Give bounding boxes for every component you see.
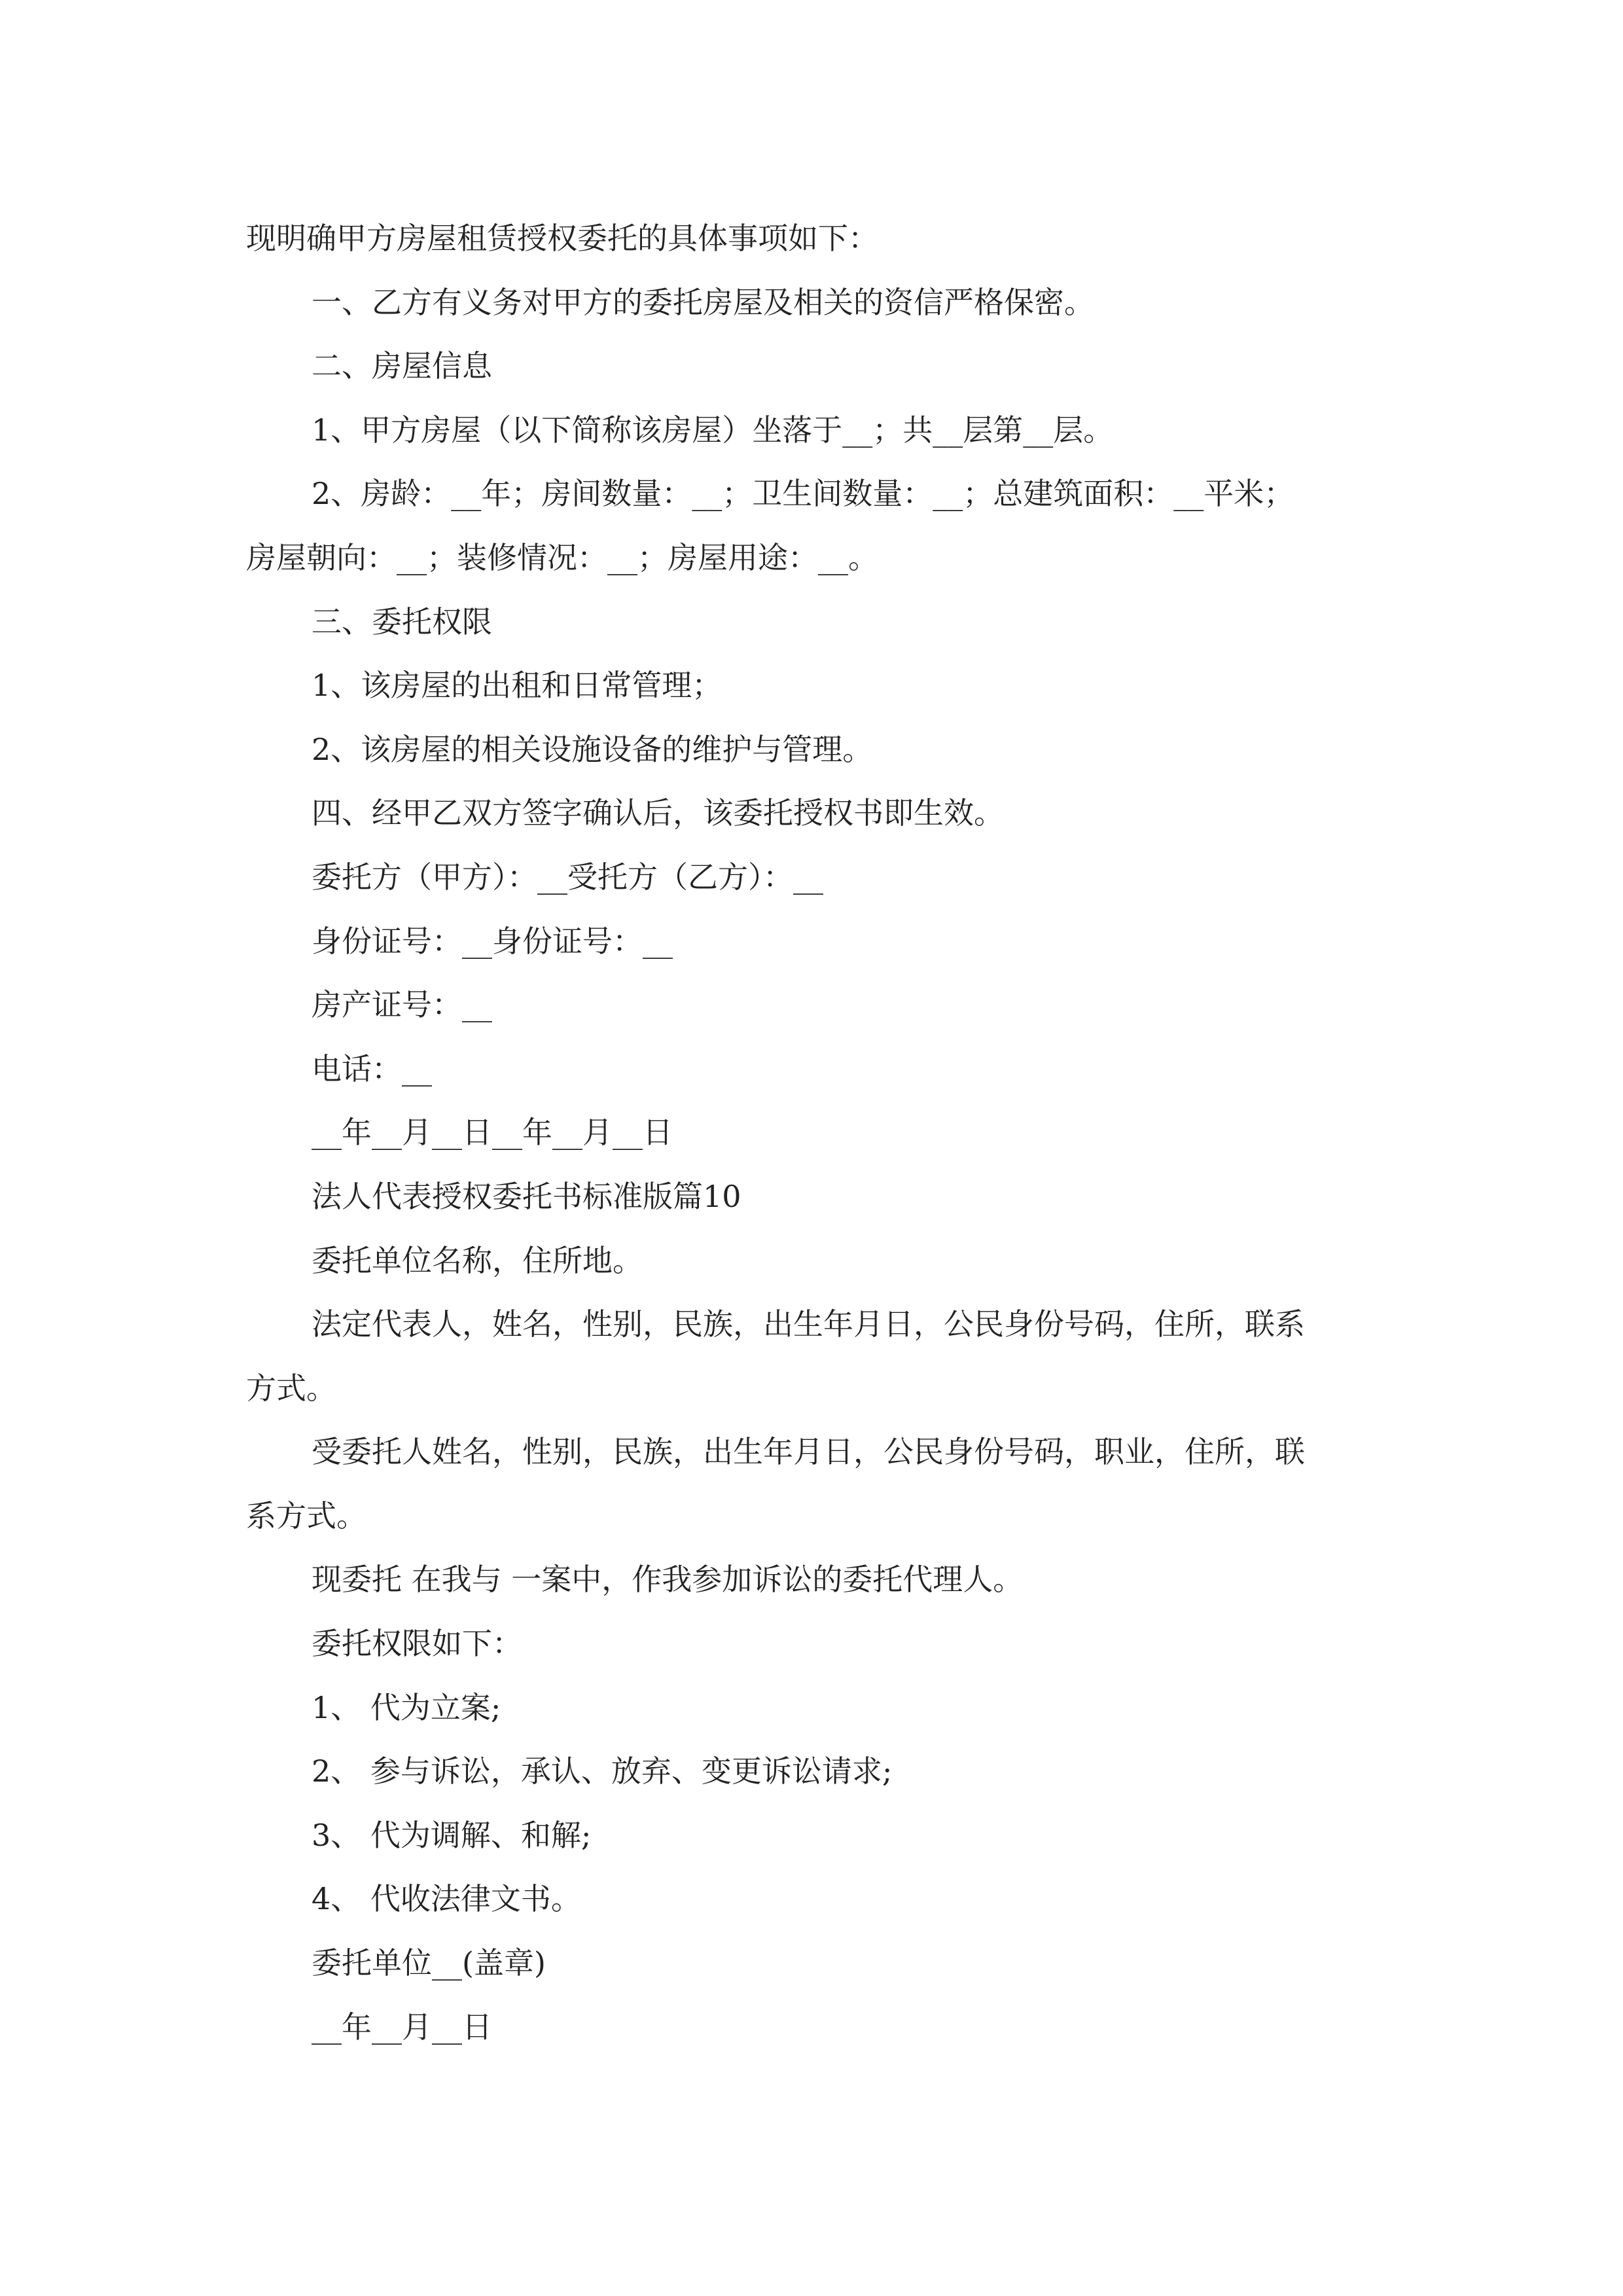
authority-item-1: 1、该房屋的出租和日常管理； [312, 668, 722, 704]
clause-confidentiality: 一、乙方有义务对甲方的委托房屋及相关的资信严格保密。 [312, 284, 1094, 320]
property-cert-line: 房产证号：__ [312, 987, 492, 1023]
legal-rep-line-1: 法定代表人，姓名，性别，民族，出生年月日，公民身份号码，住所，联系 [312, 1306, 1305, 1342]
clause-effective: 四、经甲乙双方签字确认后，该委托授权书即生效。 [312, 795, 1004, 831]
scope-item-2: 2、 参与诉讼，承认、放弃、变更诉讼请求; [312, 1753, 893, 1789]
date-line-double: __年__月__日__年__月__日 [312, 1115, 673, 1151]
authority-item-2: 2、该房屋的相关设施设备的维护与管理。 [312, 731, 873, 767]
seal-line: 委托单位__(盖章) [312, 1945, 546, 1981]
agent-line-2: 系方式。 [246, 1498, 366, 1534]
house-details-line-1: 2、房龄：__年；房间数量：__；卫生间数量：__；总建筑面积：__平米； [312, 476, 1294, 512]
parties-line: 委托方（甲方）：__受托方（乙方）：__ [312, 859, 823, 895]
phone-line: 电话：__ [312, 1050, 432, 1086]
scope-heading: 委托权限如下： [312, 1626, 522, 1662]
scope-item-3: 3、 代为调解、和解; [312, 1817, 592, 1853]
heading-house-info: 二、房屋信息 [312, 348, 492, 384]
legal-rep-line-2: 方式。 [246, 1370, 336, 1406]
date-line-single: __年__月__日 [312, 2009, 492, 2045]
section-title: 法人代表授权委托书标准版篇10 [312, 1178, 741, 1214]
appointment-line: 现委托 在我与 一案中，作我参加诉讼的委托代理人。 [312, 1562, 1024, 1598]
document-body [246, 207, 1385, 2059]
id-number-line: 身份证号：__身份证号：__ [312, 923, 673, 959]
principal-unit-line: 委托单位名称，住所地。 [312, 1242, 643, 1278]
scope-item-1: 1、 代为立案; [312, 1689, 501, 1725]
agent-line-1: 受委托人姓名，性别，民族，出生年月日，公民身份号码，职业，住所，联 [312, 1434, 1305, 1470]
house-location: 1、甲方房屋（以下简称该房屋）坐落于__；共__层第__层。 [312, 412, 1114, 448]
scope-item-4: 4、 代收法律文书。 [312, 1881, 581, 1917]
house-details-line-2: 房屋朝向：__；装修情况：__；房屋用途：__。 [246, 539, 878, 575]
intro-line: 现明确甲方房屋租赁授权委托的具体事项如下： [246, 221, 878, 256]
heading-authority: 三、委托权限 [312, 603, 492, 639]
